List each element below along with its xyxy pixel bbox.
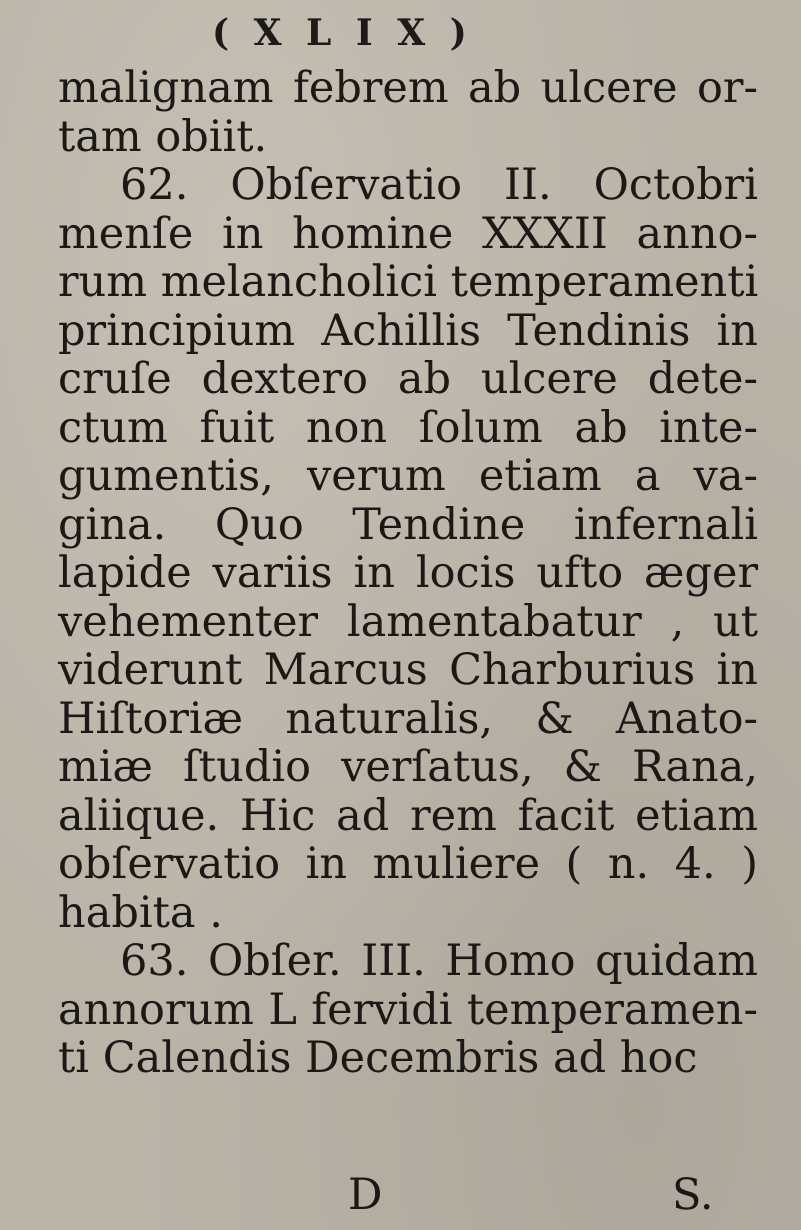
page-number: ( X L I X ) [212,12,473,54]
text-line-18: habita . [58,887,223,938]
text-line-1: malignam febrem ab ulcere or- [58,63,758,113]
text-line-4: menſe in homine XXXII anno- [58,208,758,259]
text-line-11: lapide variis in locis ufto æger [58,548,758,598]
text-line-5: rum melancholici temperamenti [58,257,759,307]
text-line-19: 63. Obſer. III. Homo quidam [120,936,758,986]
text-line-7: cruſe dextero ab ulcere dete- [58,354,758,404]
text-line-15: miæ ſtudio verſatus, & Rana, [58,742,758,792]
text-line-14: Hiſtoriæ naturalis, & Anato- [58,693,758,744]
text-line-17: obſervatio in muliere ( n. 4. ) [58,839,758,889]
text-line-8: ctum fuit non ſolum ab inte- [58,402,758,453]
text-line-10: gina. Quo Tendine infernali [58,499,758,550]
text-line-21: ti Calendis Decembris ad hoc [58,1033,698,1083]
body-text [58,64,758,1083]
text-line-13: viderunt Marcus Charburius in [58,645,758,695]
signature-mark: D [348,1170,383,1220]
text-line-16: aliique. Hic ad rem facit etiam [58,790,758,841]
text-line-2: tam obiit. [58,111,268,162]
text-line-9: gumentis, verum etiam a va- [58,451,758,501]
text-line-3: 62. Obſervatio II. Octobri [120,160,758,210]
catchword: S. [672,1170,714,1220]
text-line-20: annorum L fervidi temperamen- [58,984,758,1035]
text-line-6: principium Achillis Tendinis in [58,305,758,356]
text-line-12: vehementer lamentabatur , ut [58,596,758,647]
